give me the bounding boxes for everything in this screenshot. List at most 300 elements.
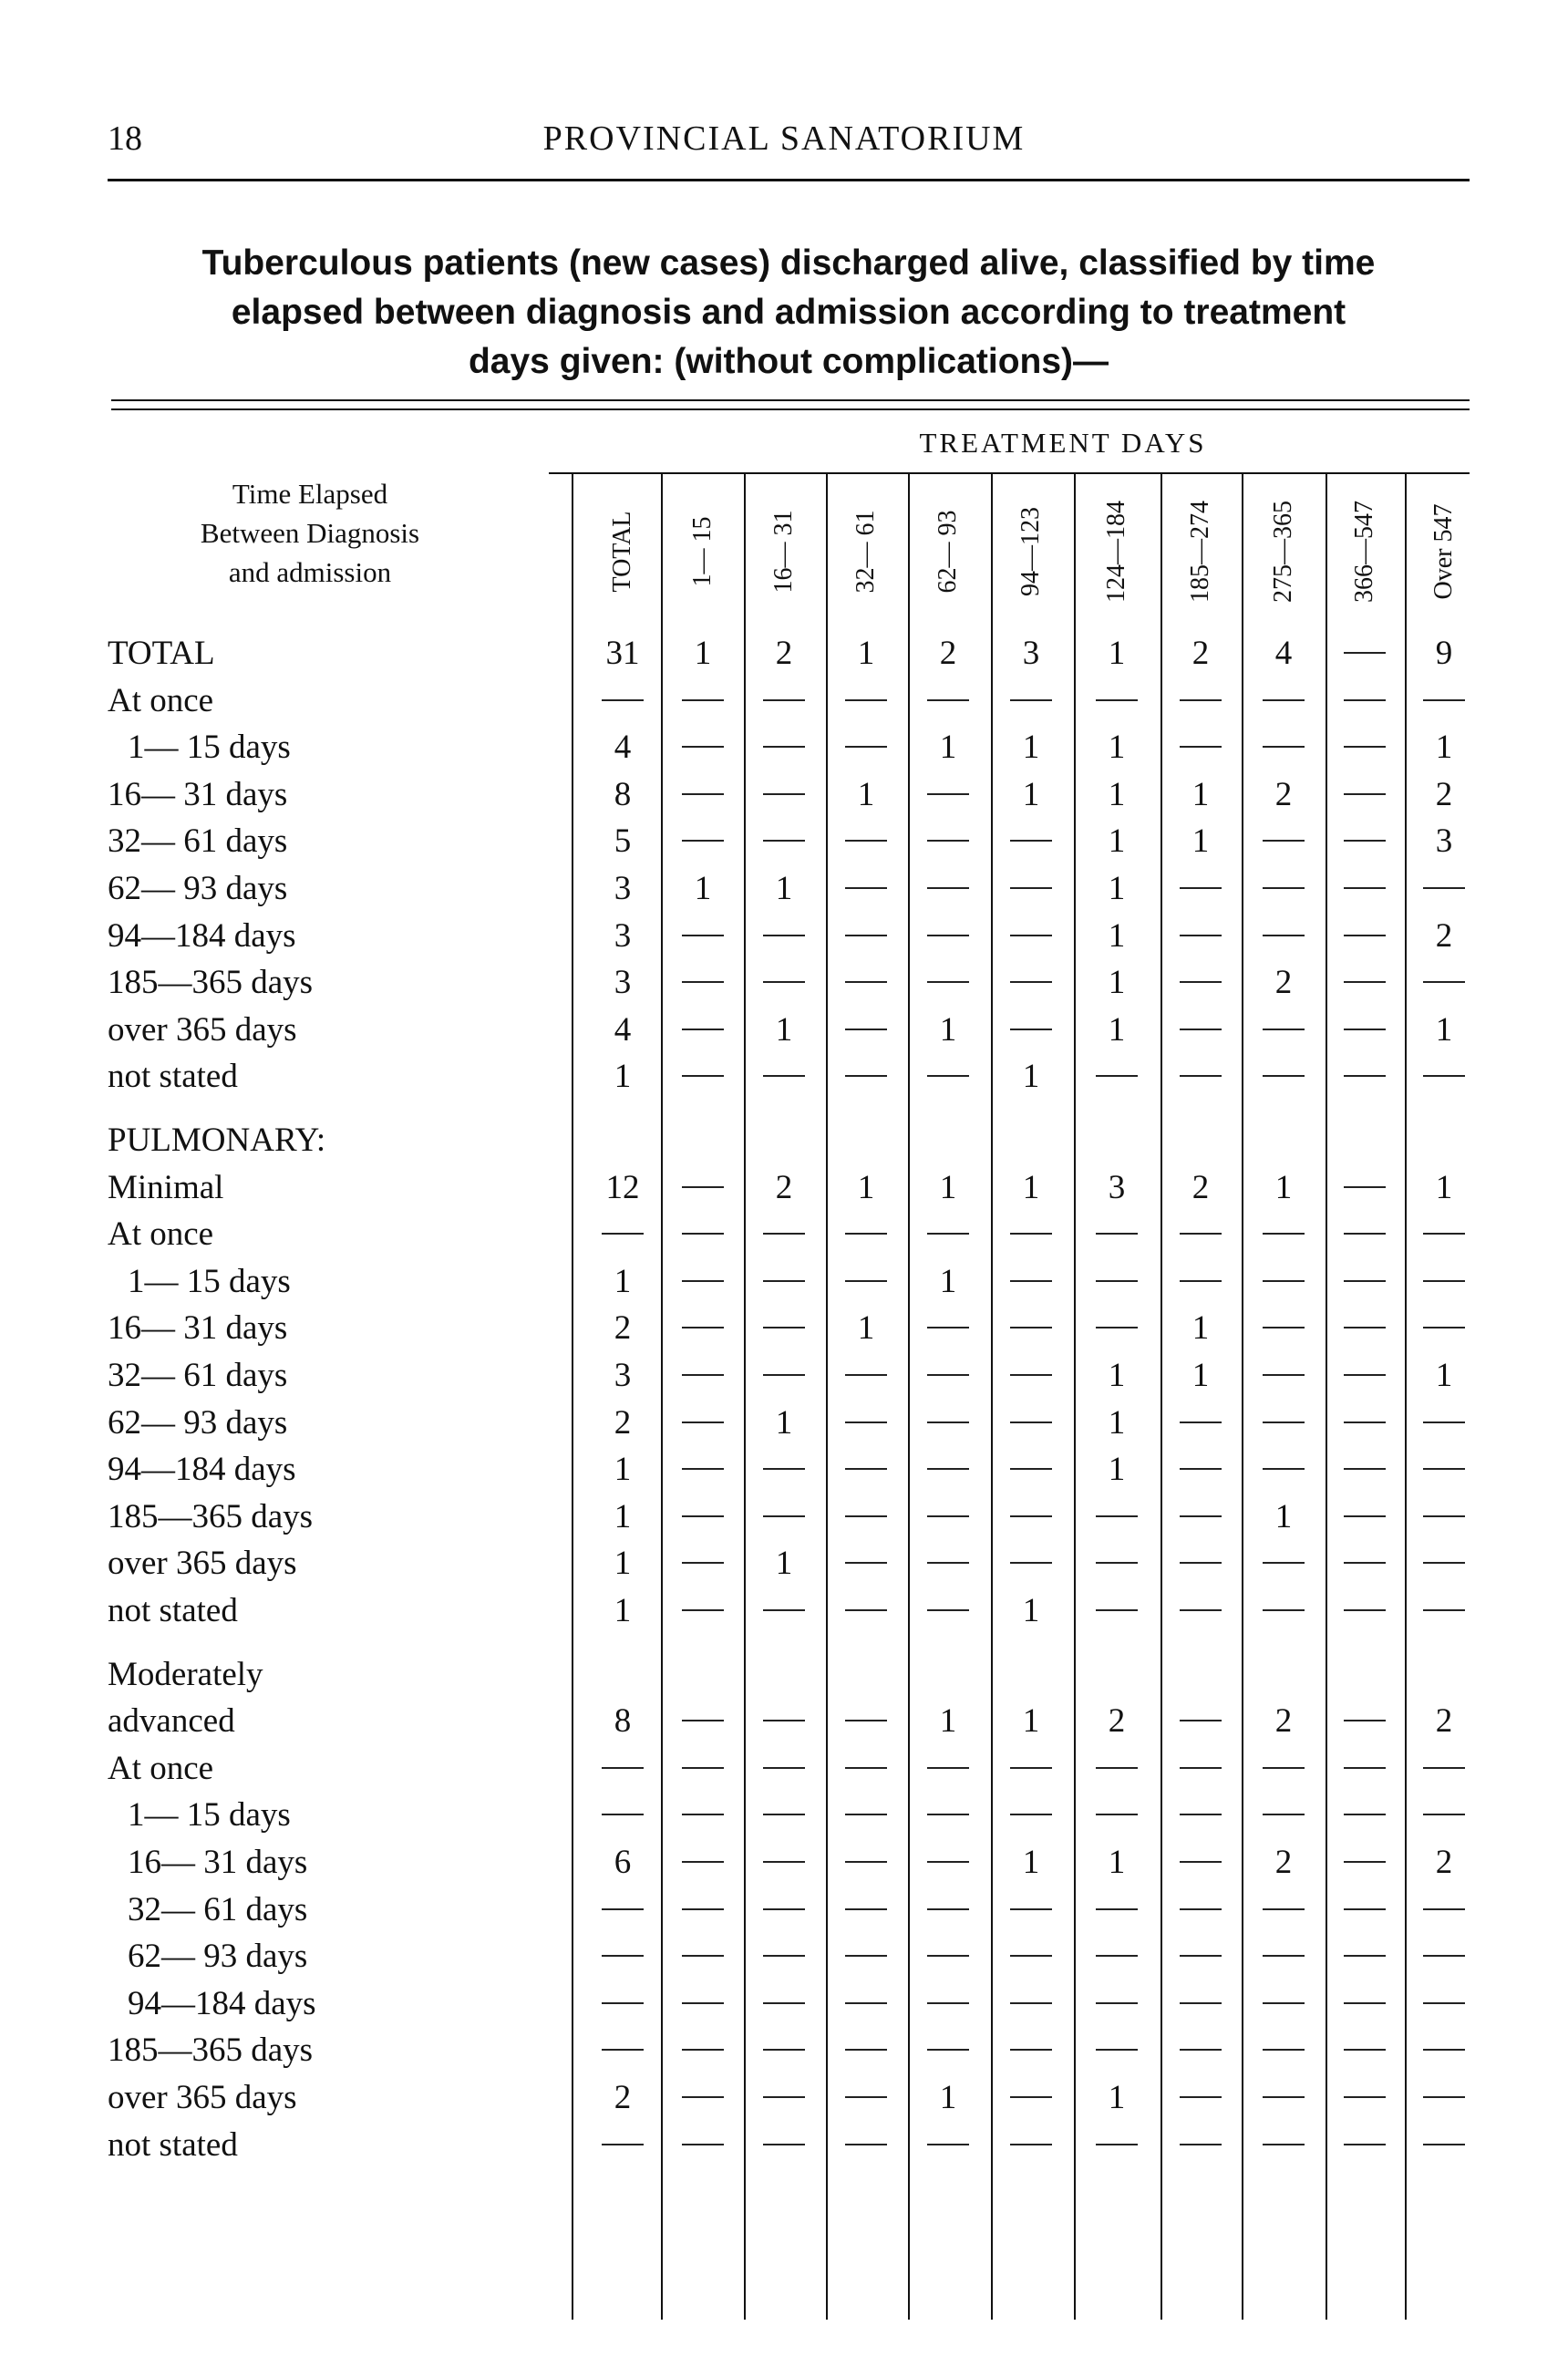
row-label: 185—365 days <box>108 1498 314 1535</box>
dash-rule <box>927 1515 969 1517</box>
dash-rule <box>1423 1767 1465 1769</box>
empty-cell-dash <box>1080 1497 1153 1536</box>
table-row <box>0 1795 1568 1832</box>
row-label: 1— 15 days <box>128 1796 291 1834</box>
table-cell: 1 <box>614 1545 632 1582</box>
dash-rule <box>763 699 805 701</box>
table-cell: 1 <box>939 1702 957 1740</box>
empty-cell-dash <box>1408 1749 1480 1788</box>
table-row <box>0 1890 1568 1927</box>
dash-rule <box>1423 1468 1465 1470</box>
table-cell: 1 <box>1108 1357 1126 1394</box>
empty-cell-dash <box>995 916 1068 956</box>
row-label: 94—184 days <box>128 1985 316 2022</box>
row-label: not stated <box>108 2126 238 2164</box>
empty-cell-dash <box>1080 2031 1153 2070</box>
table-cell: 2 <box>1108 1702 1126 1740</box>
empty-cell-dash <box>586 1215 659 1254</box>
row-label: over 365 days <box>108 1011 297 1049</box>
dash-rule <box>1263 1280 1305 1282</box>
dash-rule <box>1344 1861 1386 1863</box>
table-cell: 1 <box>1108 1404 1126 1442</box>
dash-rule <box>602 699 644 701</box>
empty-cell-dash <box>586 1984 659 2023</box>
dash-rule <box>682 1720 724 1721</box>
empty-cell-dash <box>1247 1308 1320 1348</box>
table-cell: 1 <box>1022 1058 1040 1095</box>
table-cell: 1 <box>939 1169 957 1206</box>
dash-rule <box>1180 1767 1222 1769</box>
dash-rule <box>1423 1955 1465 1957</box>
empty-cell-dash <box>666 1215 739 1254</box>
empty-cell-dash <box>748 1356 820 1395</box>
empty-cell-dash <box>666 1937 739 1976</box>
row-label: not stated <box>108 1058 238 1095</box>
dash-rule <box>845 1955 887 1957</box>
dash-rule <box>845 1515 887 1517</box>
dash-rule <box>1180 1233 1222 1235</box>
column-header: 185—274 <box>1186 501 1214 603</box>
dash-rule <box>1263 1075 1305 1077</box>
dash-rule <box>1180 1609 1222 1611</box>
dash-rule <box>1010 1233 1052 1235</box>
empty-cell-dash <box>748 1843 820 1882</box>
empty-cell-dash <box>1328 1749 1401 1788</box>
empty-cell-dash <box>666 1544 739 1583</box>
dash-rule <box>682 699 724 701</box>
table-cell: 1 <box>1435 729 1453 766</box>
dash-rule <box>845 2144 887 2145</box>
empty-cell-dash <box>1408 1937 1480 1976</box>
dash-rule <box>763 2144 805 2145</box>
table-cell: 2 <box>614 1309 632 1347</box>
table-cell: 2 <box>1435 1844 1453 1881</box>
dash-rule <box>1423 2049 1465 2051</box>
dash-rule <box>1344 1767 1386 1769</box>
empty-cell-dash <box>748 1984 820 2023</box>
dash-rule <box>845 1075 887 1077</box>
dash-rule <box>682 1609 724 1611</box>
dash-rule <box>602 1233 644 1235</box>
dash-rule <box>1180 1814 1222 1815</box>
empty-cell-dash <box>1080 2125 1153 2165</box>
dash-rule <box>1344 1374 1386 1376</box>
dash-rule <box>1263 1233 1305 1235</box>
empty-cell-dash <box>1408 1262 1480 1301</box>
empty-cell-dash <box>748 728 820 767</box>
table-cell: 2 <box>1435 1702 1453 1740</box>
table-cell: 1 <box>1108 1844 1126 1881</box>
empty-cell-dash <box>666 1308 739 1348</box>
dash-rule <box>1010 1814 1052 1815</box>
table-cell: 1 <box>614 1451 632 1488</box>
empty-cell-dash <box>1408 1544 1480 1583</box>
empty-cell-dash <box>748 2078 820 2117</box>
dash-rule <box>927 1609 969 1611</box>
dash-rule <box>1010 1468 1052 1470</box>
dash-rule <box>927 1327 969 1328</box>
empty-cell-dash <box>1247 681 1320 720</box>
table-cell: 1 <box>1435 1357 1453 1394</box>
empty-cell-dash <box>912 1403 985 1442</box>
table-row <box>0 963 1568 999</box>
table-cell: 3 <box>1435 822 1453 860</box>
dash-rule <box>1263 2049 1305 2051</box>
empty-cell-dash <box>995 869 1068 908</box>
empty-cell-dash <box>995 1497 1068 1536</box>
table-title-line: Tuberculous patients (new cases) discharged alive, classified by time <box>201 243 1376 283</box>
table-cell: 2 <box>775 1169 793 1206</box>
table-cell: 1 <box>1108 635 1126 672</box>
dash-rule <box>682 1233 724 1235</box>
empty-cell-dash <box>666 775 739 814</box>
dash-rule <box>927 2049 969 2051</box>
dash-rule <box>1180 2096 1222 2098</box>
empty-cell-dash <box>995 1795 1068 1835</box>
empty-cell-dash <box>1328 1701 1401 1741</box>
column-header: 366—547 <box>1350 501 1378 603</box>
dash-rule <box>1010 1374 1052 1376</box>
empty-cell-dash <box>1164 2031 1237 2070</box>
dash-rule <box>1423 699 1465 701</box>
dash-rule <box>927 699 969 701</box>
dash-rule <box>845 1421 887 1423</box>
empty-cell-dash <box>995 1356 1068 1395</box>
empty-cell-dash <box>1408 1308 1480 1348</box>
dash-rule <box>1423 1421 1465 1423</box>
empty-cell-dash <box>830 2031 903 2070</box>
empty-cell-dash <box>1328 2078 1401 2117</box>
dash-rule <box>927 793 969 795</box>
empty-cell-dash <box>1164 916 1237 956</box>
table-cell: 2 <box>1435 917 1453 955</box>
table-row <box>0 1057 1568 1093</box>
table-cell: 1 <box>939 1263 957 1300</box>
empty-cell-dash <box>666 963 739 1002</box>
empty-cell-dash <box>1328 822 1401 861</box>
table-row <box>0 1010 1568 1047</box>
dash-rule <box>1423 1515 1465 1517</box>
empty-cell-dash <box>1328 1984 1401 2023</box>
dash-rule <box>1180 746 1222 748</box>
table-cell: 3 <box>614 917 632 955</box>
empty-cell-dash <box>1328 1450 1401 1489</box>
dash-rule <box>1263 935 1305 936</box>
table-cell: 1 <box>1108 776 1126 813</box>
dash-rule <box>1010 1515 1052 1517</box>
table-cell: 1 <box>857 1169 875 1206</box>
dash-rule <box>1263 2144 1305 2145</box>
table-cell: 1 <box>939 1011 957 1049</box>
empty-cell-dash <box>1408 1984 1480 2023</box>
table-cell: 1 <box>1191 1357 1210 1394</box>
dash-rule <box>1344 746 1386 748</box>
dash-rule <box>1096 699 1138 701</box>
table-row <box>0 2125 1568 2162</box>
empty-cell-dash <box>830 1843 903 1882</box>
empty-cell-dash <box>1164 1843 1237 1882</box>
dash-rule <box>682 1075 724 1077</box>
dash-rule <box>682 793 724 795</box>
empty-cell-dash <box>666 1450 739 1489</box>
empty-cell-dash <box>666 822 739 861</box>
dash-rule <box>763 935 805 936</box>
dash-rule <box>682 1861 724 1863</box>
table-cell: 4 <box>614 1011 632 1049</box>
empty-cell-dash <box>1247 1215 1320 1254</box>
dash-rule <box>1010 1327 1052 1328</box>
table-cell: 1 <box>1022 1702 1040 1740</box>
table-cell: 1 <box>1274 1169 1293 1206</box>
dash-rule <box>1096 1767 1138 1769</box>
empty-cell-dash <box>995 1308 1068 1348</box>
row-label: 185—365 days <box>108 964 314 1001</box>
empty-cell-dash <box>912 1890 985 1929</box>
empty-cell-dash <box>748 681 820 720</box>
table-cell: 12 <box>605 1169 640 1206</box>
empty-cell-dash <box>1247 822 1320 861</box>
empty-cell-dash <box>666 1890 739 1929</box>
table-cell: 1 <box>939 2079 957 2116</box>
table-top-rule <box>111 399 1470 410</box>
table-cell: 2 <box>939 635 957 672</box>
dash-rule <box>763 1374 805 1376</box>
dash-rule <box>1010 2096 1052 2098</box>
dash-rule <box>1344 1186 1386 1188</box>
dash-rule <box>927 1468 969 1470</box>
empty-cell-dash <box>1408 1591 1480 1630</box>
empty-cell-dash <box>912 1057 985 1096</box>
empty-cell-dash <box>1408 963 1480 1002</box>
table-row <box>0 1984 1568 2021</box>
dash-rule <box>1423 1233 1465 1235</box>
dash-rule <box>602 2144 644 2145</box>
table-cell: 2 <box>775 635 793 672</box>
dash-rule <box>1423 1562 1465 1564</box>
table-cell: 1 <box>775 1545 793 1582</box>
empty-cell-dash <box>1328 681 1401 720</box>
table-row <box>0 916 1568 953</box>
empty-cell-dash <box>1080 1215 1153 1254</box>
dash-rule <box>1344 793 1386 795</box>
dash-rule <box>927 981 969 983</box>
dash-rule <box>1180 1955 1222 1957</box>
dash-rule <box>1096 2144 1138 2145</box>
table-cell: 1 <box>1435 1169 1453 1206</box>
table-cell: 1 <box>775 870 793 907</box>
row-label: 62— 93 days <box>108 1404 288 1442</box>
dash-rule <box>1180 1421 1222 1423</box>
empty-cell-dash <box>995 1890 1068 1929</box>
table-cell: 3 <box>614 964 632 1001</box>
empty-cell-dash <box>1328 869 1401 908</box>
empty-cell-dash <box>1408 869 1480 908</box>
header-rule <box>108 179 1470 181</box>
dash-rule <box>1263 1374 1305 1376</box>
table-cell: 1 <box>1191 1309 1210 1347</box>
table-cell: 1 <box>1108 729 1126 766</box>
dash-rule <box>1096 1075 1138 1077</box>
empty-cell-dash <box>912 1356 985 1395</box>
table-cell: 3 <box>614 1357 632 1394</box>
column-header: 275—365 <box>1269 501 1297 603</box>
empty-cell-dash <box>1328 1262 1401 1301</box>
empty-cell-dash <box>1328 1843 1401 1882</box>
empty-cell-dash <box>1247 1262 1320 1301</box>
dash-rule <box>845 2049 887 2051</box>
empty-cell-dash <box>912 916 985 956</box>
empty-cell-dash <box>912 1984 985 2023</box>
empty-cell-dash <box>1408 1795 1480 1835</box>
dash-rule <box>682 2002 724 2004</box>
empty-cell-dash <box>912 1749 985 1788</box>
dash-rule <box>1180 1515 1222 1517</box>
table-cell: 2 <box>1274 776 1293 813</box>
table-cell: 2 <box>1435 776 1453 813</box>
empty-cell-dash <box>830 1591 903 1630</box>
dash-rule <box>927 1955 969 1957</box>
empty-cell-dash <box>1247 1010 1320 1049</box>
dash-rule <box>1344 1029 1386 1030</box>
empty-cell-dash <box>995 681 1068 720</box>
table-row <box>0 728 1568 764</box>
row-label: 94—184 days <box>108 1451 296 1488</box>
empty-cell-dash <box>912 822 985 861</box>
empty-cell-dash <box>1247 1937 1320 1976</box>
dash-rule <box>1423 2002 1465 2004</box>
empty-cell-dash <box>995 963 1068 1002</box>
empty-cell-dash <box>1408 1890 1480 1929</box>
dash-rule <box>1180 935 1222 936</box>
empty-cell-dash <box>1328 1591 1401 1630</box>
dash-rule <box>763 793 805 795</box>
table-cell: 1 <box>1108 2079 1126 2116</box>
empty-cell-dash <box>1328 2125 1401 2165</box>
table-cell: 1 <box>694 870 712 907</box>
empty-cell-dash <box>666 1591 739 1630</box>
empty-cell-dash <box>1164 963 1237 1002</box>
empty-cell-dash <box>1247 1544 1320 1583</box>
dash-rule <box>845 699 887 701</box>
empty-cell-dash <box>1247 2078 1320 2117</box>
dash-rule <box>1423 2096 1465 2098</box>
empty-cell-dash <box>912 1591 985 1630</box>
dash-rule <box>927 2144 969 2145</box>
empty-cell-dash <box>995 1544 1068 1583</box>
empty-cell-dash <box>666 1168 739 1207</box>
dash-rule <box>927 1075 969 1077</box>
dash-rule <box>1263 699 1305 701</box>
empty-cell-dash <box>1408 1215 1480 1254</box>
dash-rule <box>1180 981 1222 983</box>
dash-rule <box>682 840 724 842</box>
table-cell: 1 <box>1022 1592 1040 1629</box>
empty-cell-dash <box>1247 1450 1320 1489</box>
empty-cell-dash <box>830 1890 903 1929</box>
table-cell: 1 <box>939 729 957 766</box>
empty-cell-dash <box>1080 1890 1153 1929</box>
dash-rule <box>602 1955 644 1957</box>
dash-rule <box>602 2049 644 2051</box>
dash-rule <box>1423 1075 1465 1077</box>
table-row <box>0 1655 1568 1691</box>
row-label: 185—365 days <box>108 2031 314 2069</box>
empty-cell-dash <box>830 963 903 1002</box>
empty-cell-dash <box>1164 1749 1237 1788</box>
dash-rule <box>1263 1767 1305 1769</box>
dash-rule <box>1010 2049 1052 2051</box>
empty-cell-dash <box>1328 1215 1401 1254</box>
dash-rule <box>682 1468 724 1470</box>
dash-rule <box>845 1720 887 1721</box>
table-row <box>0 634 1568 670</box>
empty-cell-dash <box>666 2031 739 2070</box>
dash-rule <box>1423 1327 1465 1328</box>
dash-rule <box>763 2002 805 2004</box>
table-cell: 3 <box>614 870 632 907</box>
dash-rule <box>1344 1327 1386 1328</box>
dash-rule <box>1344 2002 1386 2004</box>
table-cell: 1 <box>775 1011 793 1049</box>
empty-cell-dash <box>1247 869 1320 908</box>
empty-cell-dash <box>912 869 985 908</box>
row-label: 32— 61 days <box>108 822 288 860</box>
empty-cell-dash <box>666 1057 739 1096</box>
dash-rule <box>682 1186 724 1188</box>
dash-rule <box>845 1280 887 1282</box>
dash-rule <box>1180 1908 1222 1910</box>
empty-cell-dash <box>748 1450 820 1489</box>
dash-rule <box>1263 1814 1305 1815</box>
table-cell: 2 <box>1191 635 1210 672</box>
dash-rule <box>682 1562 724 1564</box>
empty-cell-dash <box>666 1843 739 1882</box>
row-label: At once <box>108 1750 214 1787</box>
dash-rule <box>1010 935 1052 936</box>
dash-rule <box>845 1908 887 1910</box>
empty-cell-dash <box>748 1262 820 1301</box>
empty-cell-dash <box>1408 1497 1480 1536</box>
empty-cell-dash <box>1080 681 1153 720</box>
dash-rule <box>1180 1720 1222 1721</box>
empty-cell-dash <box>666 1701 739 1741</box>
empty-cell-dash <box>830 1215 903 1254</box>
empty-cell-dash <box>666 681 739 720</box>
empty-cell-dash <box>912 2125 985 2165</box>
empty-cell-dash <box>1247 1984 1320 2023</box>
empty-cell-dash <box>912 1795 985 1835</box>
empty-cell-dash <box>1164 1890 1237 1929</box>
table-title-line: elapsed between diagnosis and admission according to treatment <box>231 293 1346 332</box>
treatment-days-spanner: TREATMENT DAYS <box>919 427 1207 459</box>
dash-rule <box>927 1421 969 1423</box>
empty-cell-dash <box>830 1450 903 1489</box>
empty-cell-dash <box>1328 1497 1401 1536</box>
empty-cell-dash <box>830 1749 903 1788</box>
dash-rule <box>763 1767 805 1769</box>
dash-rule <box>1180 2144 1222 2145</box>
empty-cell-dash <box>1328 1057 1401 1096</box>
column-header: 94—123 <box>1016 507 1045 596</box>
table-row <box>0 1168 1568 1204</box>
dash-rule <box>1010 2144 1052 2145</box>
empty-cell-dash <box>1247 2125 1320 2165</box>
table-cell: 1 <box>1108 822 1126 860</box>
table-cell: 2 <box>1191 1169 1210 1206</box>
dash-rule <box>682 746 724 748</box>
table-row <box>0 1843 1568 1879</box>
dash-rule <box>1344 1955 1386 1957</box>
